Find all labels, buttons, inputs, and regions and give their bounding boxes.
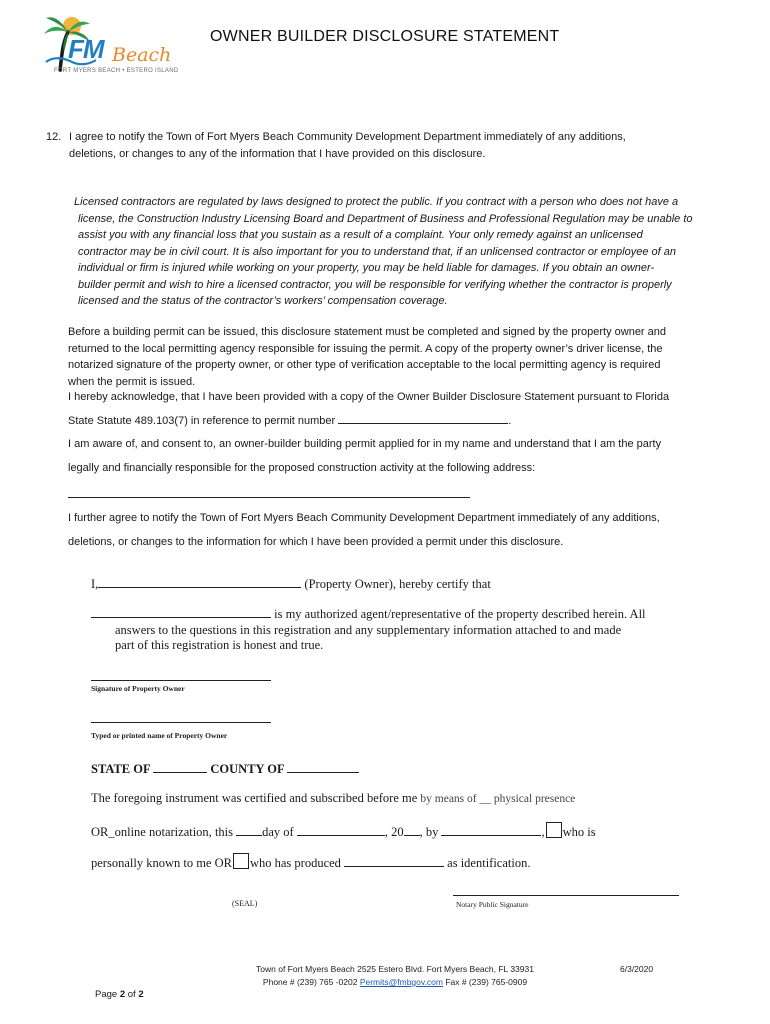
who-is-checkbox[interactable]	[546, 822, 562, 838]
by-means-text: by means of __ physical presence	[420, 793, 576, 805]
agent-name-field[interactable]	[91, 605, 271, 618]
warning-line: license, the Construction Industry Licensing Board and Department of Business and Professional Regulation may be unable to	[78, 212, 693, 225]
logo-fm-text: FM	[68, 34, 104, 64]
before-permit-paragraph	[68, 324, 728, 390]
personally-known-text: personally known to me OR	[91, 856, 232, 870]
footer-fax: Fax # (239) 765-0909	[445, 977, 528, 987]
produced-id-checkbox[interactable]	[233, 853, 249, 869]
certify-prefix: I,	[91, 577, 99, 591]
before-permit-line: Before a building permit can be issued, this disclosure statement must be completed and signed by the property owner and	[68, 326, 667, 338]
property-owner-name-field[interactable]	[98, 575, 301, 588]
state-field[interactable]	[153, 761, 207, 773]
before-permit-line: when the permit is issued.	[68, 375, 196, 388]
who-is-text: who is	[562, 825, 596, 839]
acknowledge-suffix: .	[508, 415, 512, 427]
item-12-line-2: deletions, or changes to any of the information that I have provided on this disclosure.	[69, 148, 486, 160]
page-total: 2	[138, 989, 144, 1000]
warning-line: assist you with any financial loss that you sustain as a result of a complaint. Your only remedy against an unlicensed	[78, 229, 643, 241]
acknowledge-line-1: I hereby acknowledge, that I have been provided with a copy of the Owner Builder Disclosure Statement pursuant to Florida	[68, 391, 670, 403]
footer-contact	[200, 977, 590, 987]
certify-suffix: (Property Owner), hereby certify that	[304, 577, 491, 591]
or-online-text: OR_online notarization,	[91, 825, 212, 839]
by-text: , by	[419, 825, 439, 839]
logo-beach-text: Beach	[112, 44, 172, 66]
consent-line-2: legally and financially responsible for the proposed construction activity at the following address:	[68, 462, 536, 474]
as-identification-text: as identification.	[447, 856, 531, 870]
acknowledge-line-2	[68, 413, 511, 430]
foregoing-line	[91, 791, 575, 806]
page-of: of	[127, 989, 136, 1000]
typed-name-field[interactable]	[91, 722, 271, 723]
item-12-number: 12.	[46, 131, 62, 143]
before-permit-line: notarized signature of the property owner, or other type of verification acceptable to the local permitting agency is required	[68, 359, 661, 371]
logo-tagline: FORT MYERS BEACH • ESTERO ISLAND	[54, 68, 179, 74]
county-label: COUNTY OF	[210, 762, 285, 776]
footer-address: Town of Fort Myers Beach 2525 Estero Blvd. Fort Myers Beach, FL 33931	[256, 964, 534, 974]
identification-field[interactable]	[344, 855, 444, 867]
who-has-produced-text: who has produced	[249, 856, 341, 870]
foregoing-text: The foregoing instrument was certified and subscribed before me	[91, 791, 418, 805]
page-current: 2	[119, 989, 126, 1000]
permit-number-field[interactable]	[338, 413, 508, 424]
warning-line: individual or firm is injured while working on your property, you may be held liable for damages. If you obtain an owner-	[78, 262, 655, 274]
year-field[interactable]	[404, 824, 420, 836]
warning-paragraph	[74, 194, 724, 310]
acknowledge-prefix: State Statute 489.103(7) in reference to permit number	[68, 415, 336, 427]
fmb-logo	[38, 12, 179, 78]
further-line-1: I further agree to notify the Town of Fort Myers Beach Community Development Department immediately of any additions,	[68, 512, 660, 524]
footer-date: 6/3/2020	[620, 964, 654, 974]
typed-name-label: Typed or printed name of Property Owner	[91, 731, 228, 740]
page-title: OWNER BUILDER DISCLOSURE STATEMENT	[210, 28, 560, 45]
year-prefix-text: , 20	[384, 825, 404, 839]
page-indicator	[95, 989, 144, 1000]
notary-signature-field[interactable]	[453, 895, 679, 896]
state-label: STATE OF	[91, 762, 151, 776]
warning-line: builder permit and wish to hire a licensed contractor, you will be responsible for verifying whether the contractor is properly	[78, 278, 672, 291]
notary-signature-label: Notary Public Signature	[456, 900, 529, 909]
page-prefix: Page	[95, 989, 118, 1000]
footer-email-link[interactable]: Permits@fmbgov.com	[359, 977, 443, 987]
agent-suffix: is my authorized agent/representative of the property described herein. All	[274, 607, 646, 621]
certify-line	[91, 575, 491, 592]
county-field[interactable]	[287, 761, 359, 773]
address-field[interactable]	[68, 497, 470, 498]
item-12-line-1: I agree to notify the Town of Fort Myers Beach Community Development Department immediately of any additions,	[69, 131, 626, 143]
day-field[interactable]	[236, 824, 262, 836]
warning-line: licensed and the status of the contractor’s workers’ compensation coverage.	[78, 295, 448, 307]
seal-label: (SEAL)	[232, 899, 258, 908]
warning-line: Licensed contractors are regulated by laws designed to protect the public. If you contract with a person who does not have a	[74, 196, 679, 208]
day-of-text: day of	[262, 825, 294, 839]
signer-name-field[interactable]	[441, 824, 541, 836]
further-line-2: deletions, or changes to the information for which I have been provided a permit under this disclosure.	[68, 536, 564, 548]
personally-known-line	[91, 853, 530, 871]
online-notarization-line: OR_online notarization, this day of , 20 , by , who is	[91, 822, 596, 840]
this-text: this	[214, 825, 233, 839]
state-county-line	[91, 761, 359, 777]
owner-signature-label: Signature of Property Owner	[91, 684, 185, 693]
consent-line-1: I am aware of, and consent to, an owner-builder building permit applied for in my name and understand that I am the party	[68, 438, 662, 450]
agent-paragraph	[91, 605, 711, 654]
before-permit-line: returned to the local permitting agency responsible for issuing the permit. A copy of the property owner’s driver license, the	[68, 342, 663, 355]
month-field[interactable]	[297, 824, 385, 836]
warning-line: contractor may be in civil court. It is also important for you to understand that, if an unlicensed contractor or employee of an	[78, 245, 676, 258]
agent-line-2: answers to the questions in this registration and any supplementary information attached to and made	[115, 622, 622, 637]
footer-phone: Phone # (239) 765 -0202	[262, 977, 358, 987]
owner-signature-field[interactable]	[91, 680, 271, 681]
agent-line-3: part of this registration is honest and true.	[115, 638, 324, 652]
